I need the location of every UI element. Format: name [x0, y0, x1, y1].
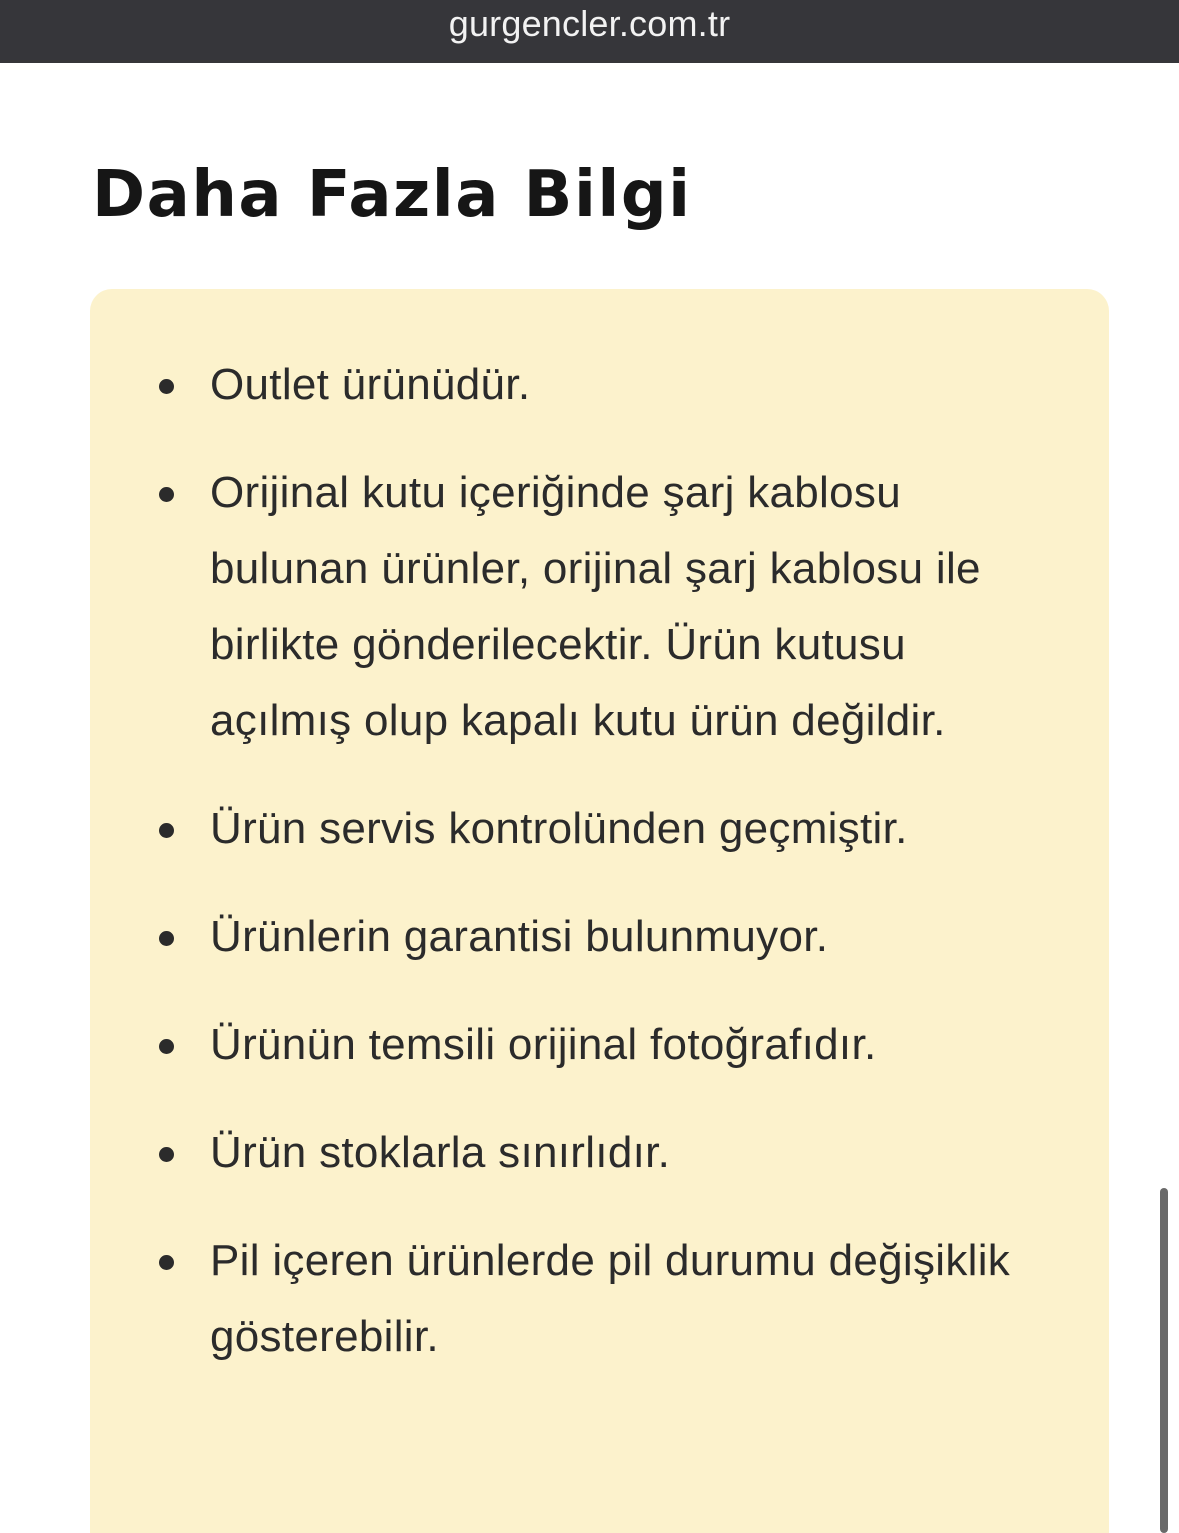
list-item-text: Ürünlerin garantisi bulunmuyor. — [210, 912, 829, 961]
list-item — [0, 347, 1179, 423]
url-text[interactable]: gurgencler.com.tr — [448, 3, 731, 44]
list-item — [0, 1115, 1179, 1191]
scrollbar[interactable] — [1160, 1188, 1168, 1533]
list-item — [0, 1223, 1179, 1375]
bullet-icon — [159, 379, 174, 394]
page-title: Daha Fazla Bilgi — [92, 158, 692, 232]
list-item-text: Ürün servis kontrolünden geçmiştir. — [210, 804, 908, 853]
bullet-icon — [159, 1147, 174, 1162]
list-item-text: Orijinal kutu içeriğinde şarj kablosu bulunan ürünler, orijinal şarj kablosu ile birlikte gönderilecektir. Ürün kutusu açılmış olup kapalı kutu ürün değildir. — [210, 468, 981, 745]
bullet-icon — [159, 931, 174, 946]
list-item — [0, 899, 1179, 975]
list-item-text: Ürünün temsili orijinal fotoğrafıdır. — [210, 1020, 877, 1069]
list-item-text: Pil içeren ürünlerde pil durumu değişiklik gösterebilir. — [210, 1236, 1011, 1361]
list-item-text: Ürün stoklarla sınırlıdır. — [210, 1128, 671, 1177]
bullet-icon — [159, 1255, 174, 1270]
browser-address-bar[interactable] — [0, 0, 1179, 63]
list-item — [0, 791, 1179, 867]
bullet-icon — [159, 823, 174, 838]
list-item — [0, 455, 1179, 759]
list-item — [0, 1007, 1179, 1083]
info-list — [0, 347, 1179, 1407]
list-item-text: Outlet ürünüdür. — [210, 360, 531, 409]
bullet-icon — [159, 487, 174, 502]
bullet-icon — [159, 1039, 174, 1054]
